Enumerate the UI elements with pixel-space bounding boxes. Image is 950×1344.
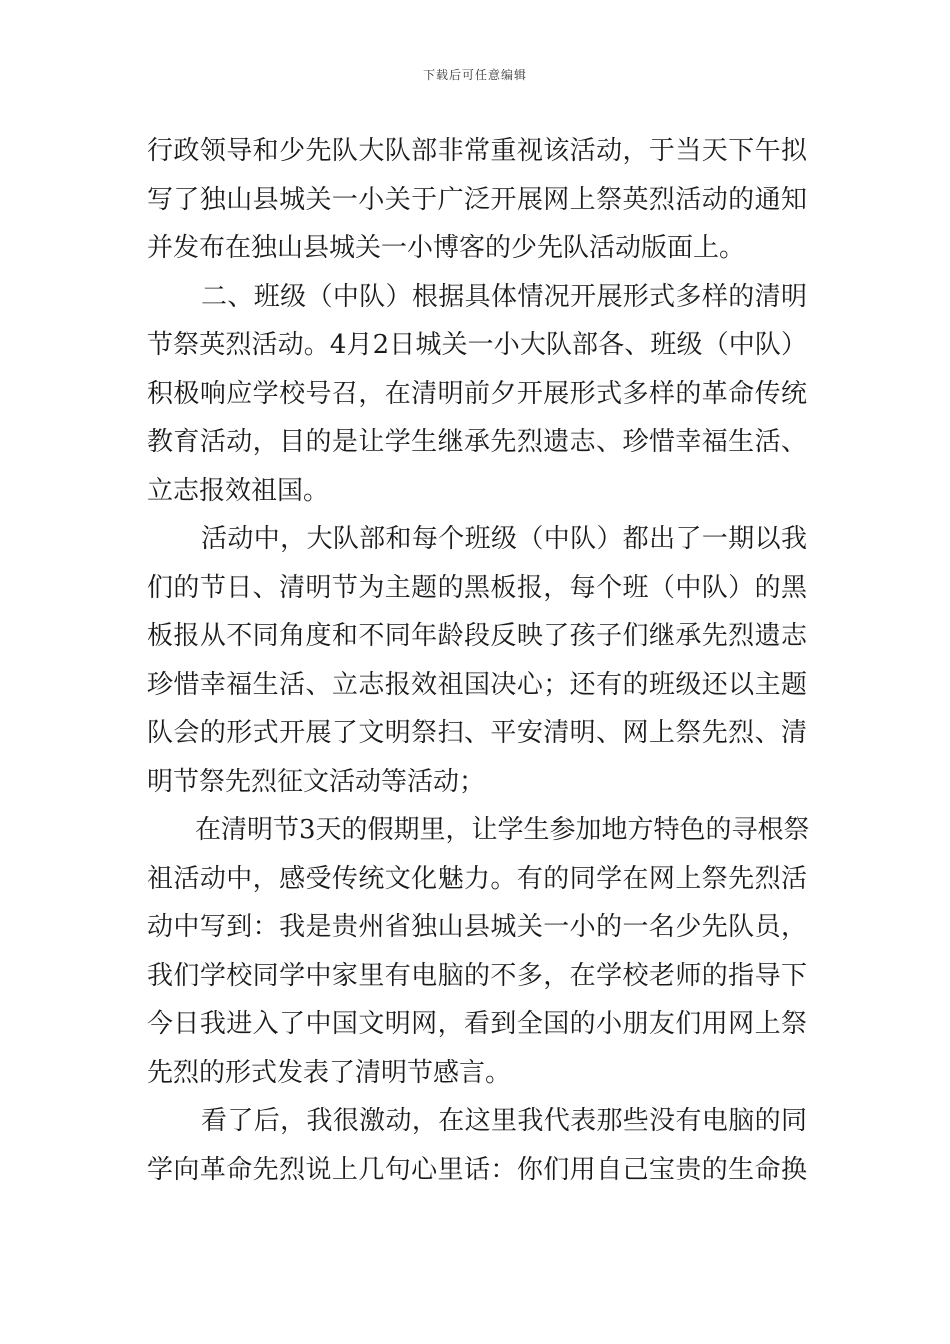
text-line: 教育活动，目的是让学生继承先烈遗志、珍惜幸福生活、 xyxy=(147,427,807,457)
text-line: 看了后，我很激动，在这里我代表那些没有电脑的同 xyxy=(201,1106,807,1136)
text-line: 祖活动中，感受传统文化魅力。有的同学在网上祭先烈活 xyxy=(147,863,807,894)
text-line: 二、班级（中队）根据具体情况开展形式多样的清明 xyxy=(201,281,807,312)
text-line: 珍惜幸福生活、立志报效祖国决心；还有的班级还以主题 xyxy=(147,669,807,700)
text-line: 积极响应学校号召，在清明前夕开展形式多样的革命传统 xyxy=(147,378,807,409)
text-line: 先烈的形式发表了清明节感言。 xyxy=(147,1057,512,1088)
text-line: 节祭英烈活动。4月2日城关一小大队部各、班级（中队） xyxy=(147,330,807,360)
text-line: 队会的形式开展了文明祭扫、平安清明、网上祭先烈、清 xyxy=(147,718,807,748)
text-line: 今日我进入了中国文明网，看到全国的小朋友们用网上祭 xyxy=(147,1009,807,1039)
text-line: 行政领导和少先队大队部非常重视该活动，于当天下午拟 xyxy=(147,136,807,166)
text-line: 写了独山县城关一小关于广泛开展网上祭英烈活动的通知 xyxy=(147,184,807,215)
text-line: 学向革命先烈说上几句心里话：你们用自己宝贵的生命换 xyxy=(147,1154,807,1185)
download-note: 下载后可任意编辑 xyxy=(422,68,527,82)
text-line: 活动中，大队部和每个班级（中队）都出了一期以我 xyxy=(201,524,807,554)
document-body xyxy=(147,127,810,1194)
text-line: 们的节日、清明节为主题的黑板报，每个班（中队）的黑 xyxy=(147,572,807,603)
text-line: 我们学校同学中家里有电脑的不多，在学校老师的指导下 xyxy=(147,960,807,991)
text-line: 并发布在独山县城关一小博客的少先队活动版面上。 xyxy=(147,233,746,263)
text-line: 动中写到：我是贵州省独山县城关一小的一名少先队员， xyxy=(147,912,807,942)
text-line: 在清明节3天的假期里，让学生参加地方特色的寻根祭 xyxy=(195,815,810,845)
text-line: 立志报效祖国。 xyxy=(147,475,330,506)
text-line: 板报从不同角度和不同年龄段反映了孩子们继承先烈遗志 xyxy=(147,621,807,651)
text-line: 明节祭先烈征文活动等活动； xyxy=(147,766,486,797)
